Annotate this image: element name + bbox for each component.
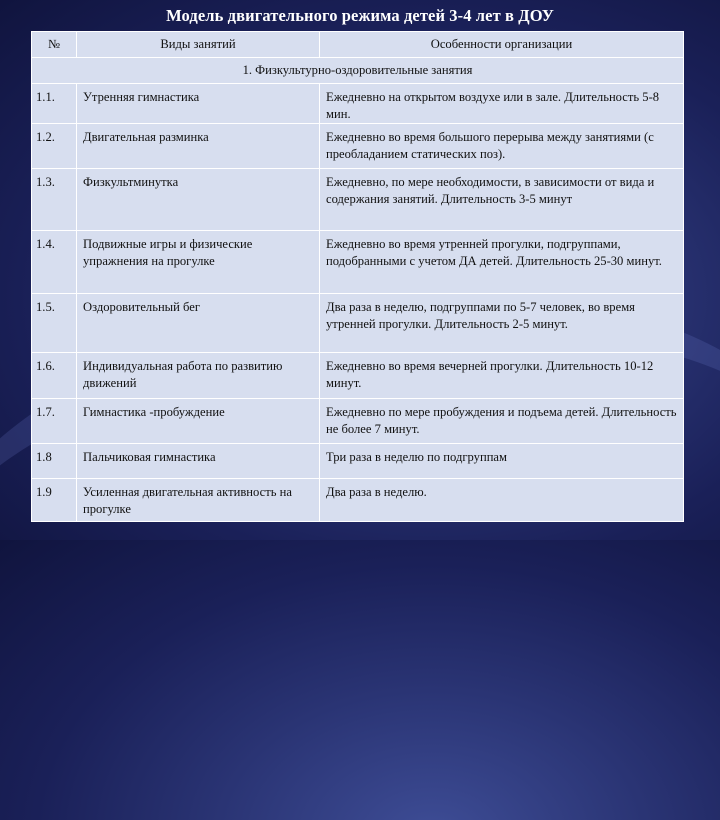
- row-activity: Усиленная двигательная активность на прогулке: [77, 479, 320, 522]
- row-activity: Физкультминутка: [77, 169, 320, 231]
- section-row: [32, 58, 684, 84]
- row-details: Три раза в неделю по подгруппам: [320, 444, 684, 479]
- table-row: [32, 124, 684, 169]
- row-number: 1.3.: [32, 169, 77, 231]
- row-details: Ежедневно по мере пробуждения и подъема детей. Длительность не более 7 минут.: [320, 399, 684, 444]
- row-number: 1.7.: [32, 399, 77, 444]
- table-row: [32, 399, 684, 444]
- header-activity-type: Виды занятий: [77, 32, 320, 58]
- row-details: Ежедневно на открытом воздухе или в зале. Длительность 5-8 мин.: [320, 84, 684, 124]
- row-details: Ежедневно, по мере необходимости, в зависимости от вида и содержания занятий. Длительность 3-5 минут: [320, 169, 684, 231]
- row-details: Ежедневно во время вечерней прогулки. Длительность 10-12 минут.: [320, 353, 684, 399]
- row-activity: Индивидуальная работа по развитию движений: [77, 353, 320, 399]
- row-number: 1.4.: [32, 231, 77, 294]
- row-number: 1.9: [32, 479, 77, 522]
- row-activity: Пальчиковая гимнастика: [77, 444, 320, 479]
- row-number: 1.8: [32, 444, 77, 479]
- table-row: [32, 231, 684, 294]
- row-activity: Подвижные игры и физические упражнения на прогулке: [77, 231, 320, 294]
- row-activity: Оздоровительный бег: [77, 294, 320, 353]
- regime-table: [31, 31, 684, 522]
- row-details: Ежедневно во время утренней прогулки, подгруппами, подобранными с учетом ДА детей. Длительность 25-30 минут.: [320, 231, 684, 294]
- section-title: 1. Физкультурно-оздоровительные занятия: [32, 58, 684, 84]
- table-row: [32, 353, 684, 399]
- page-title: Модель двигательного режима детей 3-4 лет в ДОУ: [166, 6, 554, 25]
- row-number: 1.1.: [32, 84, 77, 124]
- table-row: [32, 294, 684, 353]
- row-number: 1.5.: [32, 294, 77, 353]
- row-number: 1.2.: [32, 124, 77, 169]
- table-row: [32, 479, 684, 522]
- row-details: Два раза в неделю, подгруппами по 5-7 человек, во время утренней прогулки. Длительность 2-5 минут.: [320, 294, 684, 353]
- row-activity: Гимнастика -пробуждение: [77, 399, 320, 444]
- table-row: [32, 84, 684, 124]
- row-details: Два раза в неделю.: [320, 479, 684, 522]
- row-details: Ежедневно во время большого перерыва между занятиями (с преобладанием статических поз).: [320, 124, 684, 169]
- header-organization: Особенности организации: [320, 32, 684, 58]
- row-number: 1.6.: [32, 353, 77, 399]
- row-activity: Утренняя гимнастика: [77, 84, 320, 124]
- table-row: [32, 444, 684, 479]
- header-number: №: [32, 32, 77, 58]
- row-activity: Двигательная разминка: [77, 124, 320, 169]
- table-header-row: [32, 32, 684, 58]
- table-row: [32, 169, 684, 231]
